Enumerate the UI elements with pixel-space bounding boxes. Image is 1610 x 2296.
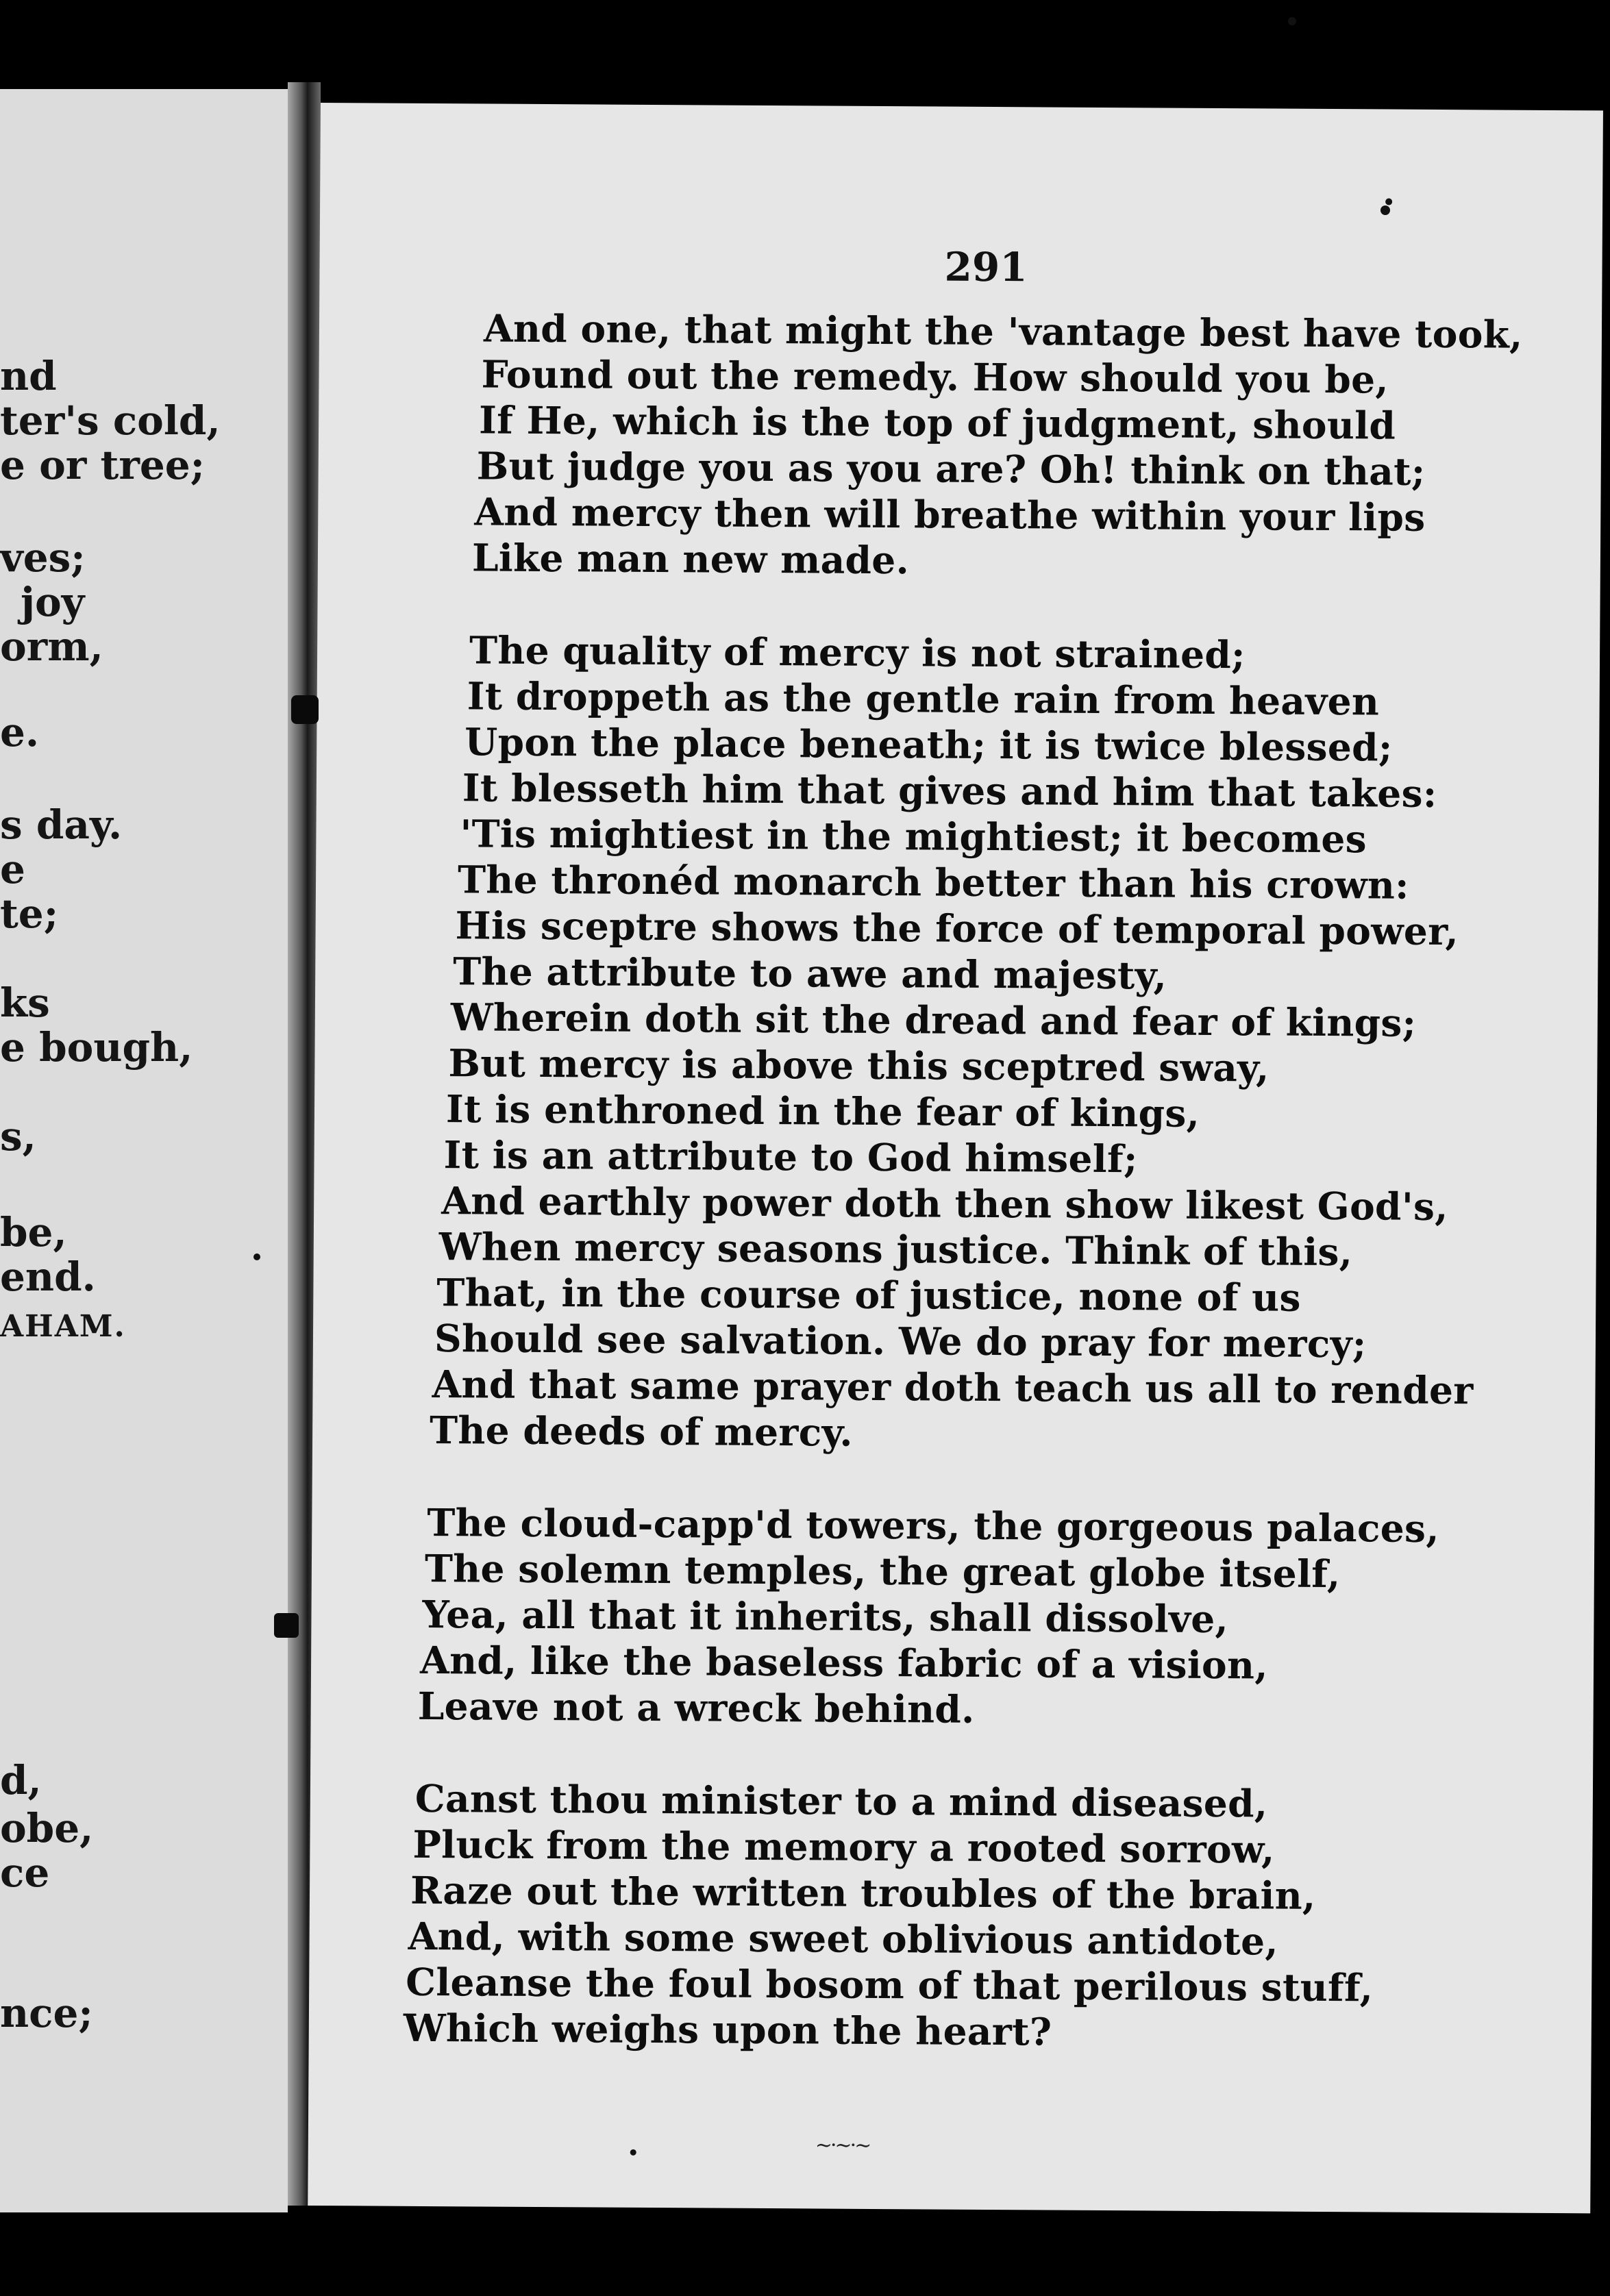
- left-line: e or tree;: [0, 442, 206, 488]
- left-line: orm,: [0, 623, 103, 670]
- verse-line: Wherein doth sit the dread and fear of kings;: [450, 995, 1417, 1045]
- left-line: ks: [0, 979, 50, 1026]
- verse-line: The solemn temples, the great globe itself,: [424, 1545, 1341, 1597]
- left-line: obe,: [0, 1805, 94, 1851]
- verse-line: But judge you as you are? Oh! think on that;: [476, 443, 1426, 494]
- left-line: e bough,: [0, 1024, 193, 1071]
- ink-speck: [1288, 17, 1296, 25]
- verse-line: Raze out the written troubles of the brain,: [410, 1867, 1316, 1918]
- verse-line: It is enthroned in the fear of kings,: [445, 1086, 1200, 1136]
- left-line: nce;: [0, 1990, 93, 2036]
- verse-line: It blesseth him that gives and him that takes:: [462, 765, 1437, 816]
- verse-line: The quality of mercy is not strained;: [469, 627, 1246, 677]
- left-line: te;: [0, 890, 59, 937]
- verse-line: Pluck from the memory a rooted sorrow,: [412, 1821, 1275, 1872]
- verse-line: If He, which is the top of judgment, should: [478, 397, 1396, 448]
- left-page-fragment: [0, 89, 288, 2212]
- verse-line: The cloud-capp'd towers, the gorgeous palaces,: [427, 1499, 1439, 1551]
- left-line: end.: [0, 1253, 96, 1300]
- verse-line: And that same prayer doth teach us all to render: [432, 1362, 1474, 1413]
- verse-line: Found out the remedy. How should you be,: [481, 351, 1389, 402]
- verse-line: That, in the course of justice, none of us: [436, 1270, 1301, 1320]
- binding-mark: [291, 695, 319, 724]
- verse-line: And one, that might the 'vantage best have took,: [483, 305, 1523, 357]
- page-number: 291: [944, 243, 1028, 291]
- verse-line: Yea, all that it inherits, shall dissolve,: [422, 1591, 1229, 1642]
- verse-line: But mercy is above this sceptred sway,: [448, 1040, 1270, 1090]
- ink-speck: [630, 2149, 636, 2156]
- left-line: s day.: [0, 801, 123, 848]
- left-line: e: [0, 846, 25, 893]
- left-line: nd: [0, 353, 57, 399]
- verse-line: The attribute to awe and majesty,: [453, 949, 1167, 998]
- verse-line: Should see salvation. We do pray for mercy;: [434, 1316, 1367, 1367]
- verse-line: It droppeth as the gentle rain from heaven: [467, 673, 1380, 724]
- verse-line: Cleanse the foul bosom of that perilous stuff,: [406, 1959, 1374, 2010]
- verse-line: Leave not a wreck behind.: [417, 1683, 975, 1732]
- left-line: e.: [0, 709, 40, 756]
- verse-line: Like man new made.: [471, 535, 910, 583]
- verse-line: The deeds of mercy.: [429, 1408, 854, 1455]
- verse-line: And earthly power doth then show likest God's,: [441, 1178, 1448, 1230]
- verse-line: It is an attribute to God himself;: [443, 1132, 1138, 1182]
- left-line: ves;: [0, 534, 86, 581]
- end-ornament: ~·~·~: [815, 2133, 870, 2158]
- binding-mark: [274, 1613, 299, 1638]
- verse-line: Which weighs upon the heart?: [403, 2005, 1052, 2054]
- verse-line: Canst thou minister to a mind diseased,: [414, 1775, 1268, 1826]
- verse-line: 'Tis mightiest in the mightiest; it becomes: [460, 811, 1367, 862]
- ink-speck: [253, 1253, 260, 1260]
- verse-line: When mercy seasons justice. Think of this,: [438, 1224, 1353, 1275]
- left-line: d,: [0, 1757, 42, 1804]
- verse-line: And mercy then will breathe within your lips: [474, 489, 1426, 540]
- left-line: ce: [0, 1849, 50, 1896]
- verse-line: The thronéd monarch better than his crown:: [457, 857, 1409, 908]
- verse-line: And, with some sweet oblivious antidote,: [408, 1913, 1279, 1964]
- left-line: joy: [21, 579, 85, 625]
- ink-speck: [1385, 198, 1392, 205]
- left-line: be,: [0, 1209, 67, 1256]
- left-line: ter's cold,: [0, 397, 221, 444]
- verse-line: And, like the baseless fabric of a vision,: [419, 1637, 1268, 1688]
- verse-line: His sceptre shows the force of temporal power,: [455, 903, 1459, 954]
- left-line: s,: [0, 1113, 36, 1160]
- verse-line: Upon the place beneath; it is twice blessed;: [465, 719, 1393, 770]
- ink-speck: [1380, 205, 1390, 215]
- left-line: AHAM.: [0, 1309, 126, 1344]
- main-page: [308, 103, 1603, 2213]
